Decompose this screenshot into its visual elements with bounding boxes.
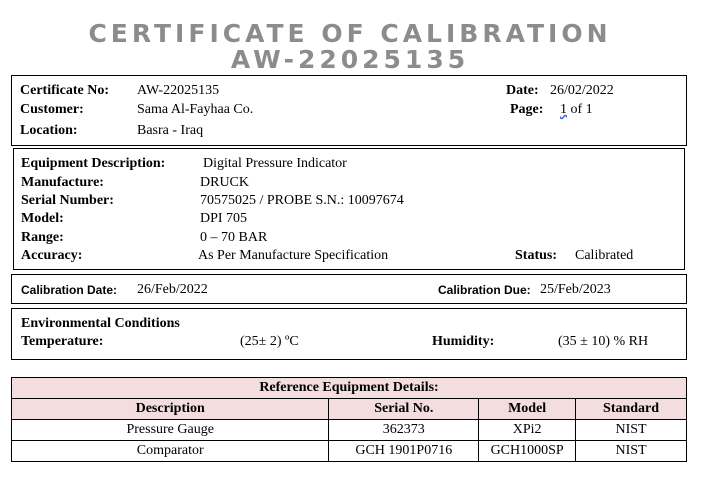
calibration-date-value: 26/Feb/2022 [137,282,208,297]
equipment-description-value: Digital Pressure Indicator [203,156,347,171]
environment-heading: Environmental Conditions [21,316,180,331]
accuracy-label: Accuracy: [21,248,83,263]
certificate-no-value: AW-22025135 [137,83,220,98]
serial-number-value: 70575025 / PROBE S.N.: 10097674 [200,193,404,208]
cell-description: Comparator [12,441,329,462]
temperature-label: Temperature: [21,334,104,349]
calibration-due-label: Calibration Due: [438,283,531,297]
column-header-standard: Standard [576,399,687,420]
column-header-description: Description [12,399,329,420]
page-total: of 1 [567,102,593,117]
temperature-value: (25± 2) ºC [240,334,299,349]
manufacture-label: Manufacture: [21,175,104,190]
page-number: 1 [560,102,567,117]
location-value: Basra - Iraq [137,123,204,138]
reference-heading: Reference Equipment Details: [12,378,687,399]
date-label: Date: [506,83,539,98]
serial-number-label: Serial Number: [21,193,114,208]
accuracy-value: As Per Manufacture Specification [198,248,389,263]
cell-standard: NIST [576,420,687,441]
customer-label: Customer: [20,102,84,117]
customer-value: Sama Al-Fayhaa Co. [137,102,254,117]
cell-serial: 362373 [329,420,479,441]
certificate-number-title: AW-22025135 [230,45,470,74]
manufacture-value: DRUCK [200,175,250,190]
location-label: Location: [20,123,78,138]
certificate-title: CERTIFICATE OF CALIBRATION [88,19,612,48]
column-header-model: Model [479,399,576,420]
page-value [560,101,593,118]
date-value: 26/02/2022 [550,83,614,98]
cell-standard: NIST [576,441,687,462]
status-value: Calibrated [575,248,634,263]
certificate-no-label: Certificate No: [20,83,110,98]
table-row [12,420,687,441]
range-value: 0 – 70 BAR [200,230,268,245]
humidity-label: Humidity: [432,334,495,349]
cell-serial: GCH 1901P0716 [329,441,479,462]
cell-model: XPi2 [479,420,576,441]
equipment-description-label: Equipment Description: [21,156,166,171]
model-value: DPI 705 [200,211,248,226]
page-label: Page: [510,102,544,117]
calibration-date-label: Calibration Date: [21,283,118,297]
calibration-due-value: 25/Feb/2023 [540,282,611,297]
table-row [12,441,687,462]
reference-equipment-table [11,377,687,462]
status-label: Status: [515,248,558,263]
cell-description: Pressure Gauge [12,420,329,441]
model-label: Model: [21,211,64,226]
range-label: Range: [21,230,64,245]
humidity-value: (35 ± 10) % RH [558,334,649,349]
column-header-serial: Serial No. [329,399,479,420]
cell-model: GCH1000SP [479,441,576,462]
